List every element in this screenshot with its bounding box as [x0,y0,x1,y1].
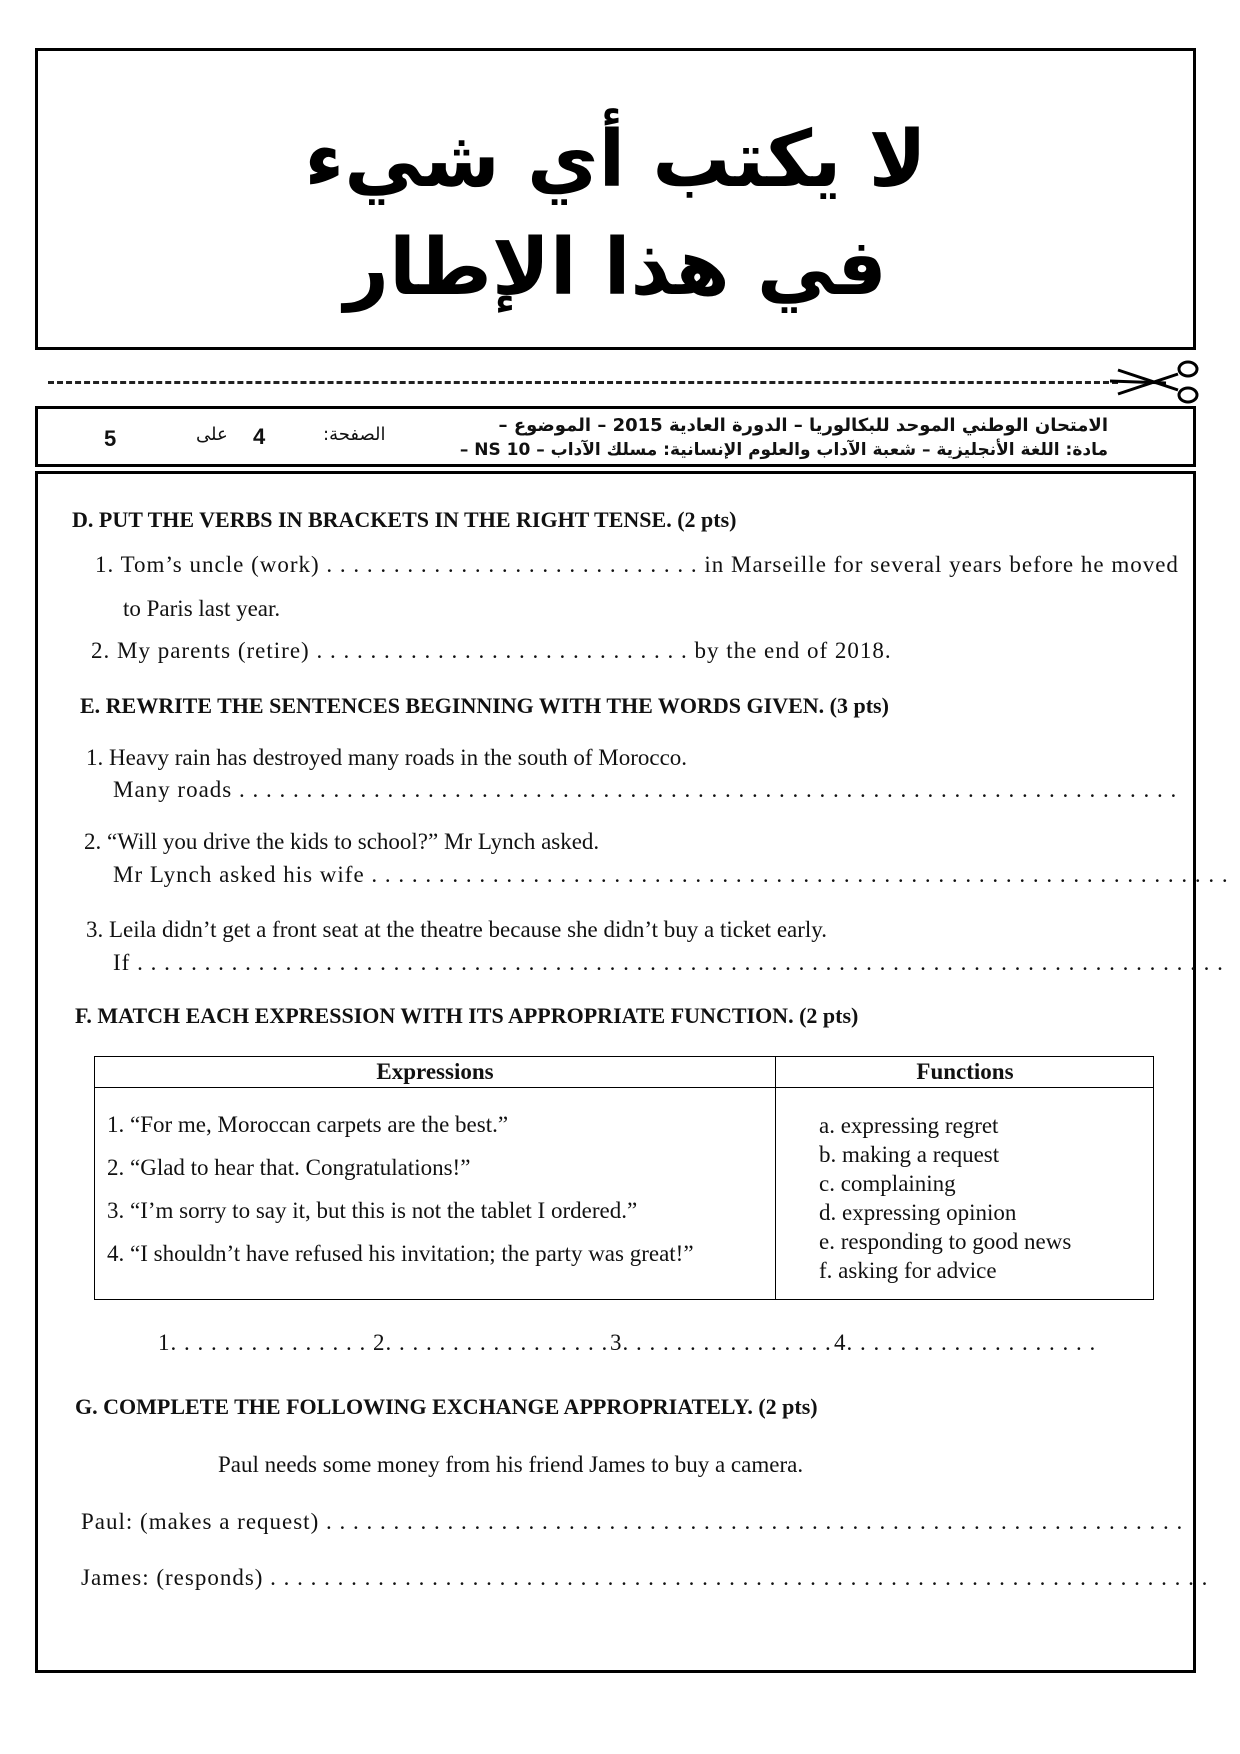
function-item: d. expressing opinion [819,1200,1017,1225]
match-answer-3[interactable]: 3. . . . . . . . . . . . . . . . [610,1330,832,1355]
table-header-divider [95,1087,1153,1088]
function-item: c. complaining [819,1171,956,1196]
scissors-icon [1108,356,1200,406]
section-e-heading: E. REWRITE THE SENTENCES BEGINNING WITH THE WORDS GIVEN. (3 pts) [80,693,889,718]
section-e-q2: 2. “Will you drive the kids to school?” Mr Lynch asked. [84,829,600,854]
paul-answer-line[interactable]: Paul: (makes a request) . . . . . . . . . . . . . . . . . . . . . . . . . . . . . . . . . . . . . . . . . . . . . . . . . . . . . . . . . . . . . . . . [81,1509,1184,1534]
exam-header [35,406,1196,467]
function-item: b. making a request [819,1142,1000,1167]
section-e-q3: 3. Leila didn’t get a front seat at the theatre because she didn’t buy a ticket early. [86,917,828,942]
table-column-divider [775,1057,776,1299]
section-e-q1-answer[interactable]: Many roads . . . . . . . . . . . . . . . . . . . . . . . . . . . . . . . . . . . . . . . . . . . . . . . . . . . . . . . . . . . . . . . . . . . . . . [113,777,1178,802]
expression-item: 1. “For me, Moroccan carpets are the best.” [107,1112,509,1137]
section-g-heading: G. COMPLETE THE FOLLOWING EXCHANGE APPROPRIATELY. (2 pts) [75,1394,818,1419]
section-d-q1-line1: 1. Tom’s uncle (work) . . . . . . . . . . . . . . . . . . . . . . . . . . . . in Marseille for several years before he moved [95,552,1179,577]
matching-table [94,1056,1154,1300]
section-d-heading: D. PUT THE VERBS IN BRACKETS IN THE RIGHT TENSE. (2 pts) [72,507,737,532]
page-label: الصفحة: [323,424,386,445]
function-item: a. expressing regret [819,1113,999,1138]
section-d-q1-line2: to Paris last year. [123,596,281,621]
expressions-header: Expressions [376,1059,494,1084]
expression-item: 4. “I shouldn’t have refused his invitation; the party was great!” [107,1241,694,1266]
header-line-2: مادة: اللغة الأنجليزية – شعبة الآداب والعلوم الإنسانية: مسلك الآداب – NS 10 – [459,440,1108,460]
section-e-q3-answer[interactable]: If . . . . . . . . . . . . . . . . . . . . . . . . . . . . . . . . . . . . . . . . . . . . . . . . . . . . . . . . . . . . . . . . . . . . . . . . . . . . . . . . . [113,950,1224,975]
match-answer-4[interactable]: 4. . . . . . . . . . . . . . . . . . . [834,1330,1097,1355]
no-write-line-1: لا يكتب أي شيء [304,115,927,205]
function-item: e. responding to good news [819,1229,1072,1254]
james-answer-line[interactable]: James: (responds) . . . . . . . . . . . . . . . . . . . . . . . . . . . . . . . . . . . . . . . . . . . . . . . . . . . . . . . . . . . . . . . . . . . . . . [81,1565,1209,1590]
match-answer-1[interactable]: 1. . . . . . . . . . . . . . . [158,1330,367,1355]
page-number: 4 [253,424,266,449]
function-item: f. asking for advice [819,1258,997,1283]
section-e-q2-answer[interactable]: Mr Lynch asked his wife . . . . . . . . . . . . . . . . . . . . . . . . . . . . . . . . . . . . . . . . . . . . . . . . . . . . . . . . . . . . . . . . [113,862,1229,887]
of-label: على [196,424,228,445]
expression-item: 2. “Glad to hear that. Congratulations!” [107,1155,471,1180]
section-d-q2: 2. My parents (retire) . . . . . . . . . . . . . . . . . . . . . . . . . . . . by the end of 2018. [91,638,892,663]
cut-line [48,381,1118,384]
total-pages: 5 [104,426,117,451]
section-f-heading: F. MATCH EACH EXPRESSION WITH ITS APPROPRIATE FUNCTION. (2 pts) [75,1003,859,1028]
section-g-context: Paul needs some money from his friend James to buy a camera. [218,1452,804,1477]
match-answer-2[interactable]: 2. . . . . . . . . . . . . . . . . [373,1330,609,1355]
functions-header: Functions [916,1059,1014,1084]
header-line-1: الامتحان الوطني الموحد للبكالوريا – الدورة العادية 2015 – الموضوع – [498,415,1108,436]
expression-item: 3. “I’m sorry to say it, but this is not the tablet I ordered.” [107,1198,638,1223]
no-write-box [35,48,1196,350]
no-write-line-2: في هذا الإطار [344,223,887,313]
section-e-q1: 1. Heavy rain has destroyed many roads in the south of Morocco. [86,745,688,770]
